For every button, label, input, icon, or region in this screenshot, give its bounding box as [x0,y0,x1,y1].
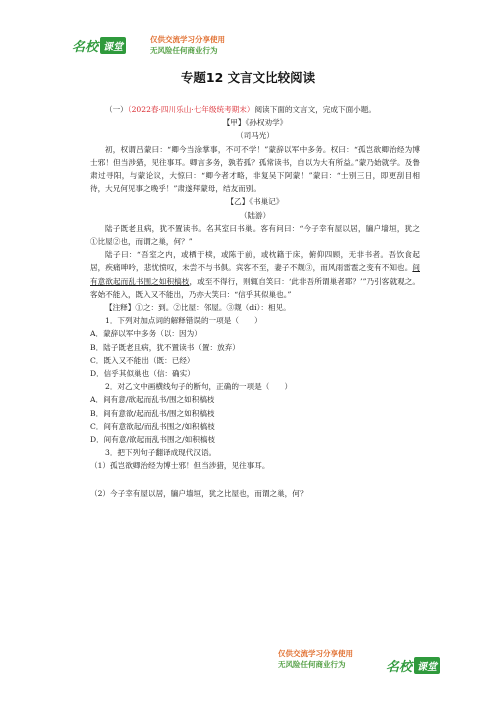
annotation-note: 【注释】①之：到。②比屋：邻屋。③觌（dí）：相见。 [105,303,291,313]
passage-b-para2-before: 陆子曰：“吾室之内，或栖于椟，或陈于前，或枕籍于床，俯仰四顾，无非书者。吾饮食起居，疾痛呻吟，悲忧愤叹，未尝不与书俱。宾客不至，妻子不觌③，而风雨雷雹之变有不知也。 [90,250,420,273]
bottom-watermark [278,648,353,670]
question-2-option-a: A．间有意/欲起而乱书/围之如积槁枝 [90,395,215,405]
question-3-sentence-1: （1）孤岂欲卿治经为博士邪！但当涉猎，见往事耳。 [90,461,270,471]
passage-a-text: 初，权谓吕蒙曰：“卿今当涂掌事，不可不学！”蒙辞以军中多务。权曰：“孤岂欲卿治经为博士邪！但当涉猎，见往事耳。卿言多务，孰若孤？孤常读书，自以为大有所益。”蒙乃始就学。及鲁肃过寻阳，与蒙论议，大惊曰：“卿今者才略，非复吴下阿蒙！”蒙曰：“士别三日，即更刮目相待，大兄何见事之晚乎！”肃遂拜蒙母，结友而别。 [90,144,420,194]
bottom-watermark-line1: 仅供交流学习分享使用 [278,649,353,658]
question-1-option-a: A．蒙辞以军中多务（以：因为） [90,329,202,339]
logo-text: 名校 [72,40,99,55]
question-2-option-b: B．间有意欲/起而乱书/围之如积槁枝 [90,408,215,418]
question-2-stem: 2．对乙文中画横线句子的断句，正确的一项是（ ） [105,382,293,392]
logo-sub: 课堂 [100,37,126,54]
answer-space [90,473,420,487]
question-1-option-d: D．信乎其似巢也（信：确实） [90,369,195,379]
underlined-sentence: 间有意欲起而乱书围之如积槁枝 [90,263,420,286]
passage-b-para2-after: ，或至不得行，则辄自笑曰：‘此非吾所谓巢者耶？’”乃引客就观之。客始不能入，既入又不能出，乃亦大笑曰：“信乎其似巢也。” [90,276,420,299]
question-1-option-c: C．既入又不能出（既：已经） [90,355,195,365]
question-3-sentence-2: （2）今子幸有屋以居，牖户墙垣，犹之比屋也，而谓之巢，何？ [90,488,308,498]
question-2-option-c: C．间有意欲起/而乱书围之/如积槁枝 [90,421,215,431]
section-instruction: 阅读下面的文言文，完成下面小题。 [254,105,376,114]
passage-a-title: 【甲】《孙权劝学》 [222,118,288,128]
top-watermark [150,34,225,56]
bottom-logo [386,656,440,675]
bottom-watermark-line2: 无风险任何商业行为 [278,660,346,669]
passage-b-para2 [90,248,420,301]
watermark-line2: 无风险任何商业行为 [150,46,218,55]
bottom-logo-text: 名校 [386,660,413,675]
document-body [90,103,420,500]
question-1-stem: 1．下列对加点词的解释错误的一项是（ ） [105,316,262,326]
passage-b-para1: 陆子既老且病，犹不置读书。名其室曰书巢。客有问曰：“今子幸有屋以居，牖户墙垣，犹之①比屋②也，而谓之巢，何？” [90,223,420,247]
question-3-stem: 3．把下列句子翻译成现代汉语。 [105,448,217,458]
top-logo [72,36,126,55]
question-2-option-d: D．间有意/欲起而乱书围之/如积槁枝 [90,435,216,445]
passage-b-title: 【乙】《书巢记》 [226,197,284,207]
watermark-line1: 仅供交流学习分享使用 [150,35,225,44]
section-intro [90,103,420,116]
passage-b-author: （陆游） [239,210,271,220]
section-source: （2022春·四川乐山·七年级统考期末） [127,105,255,114]
passage-a-author: （司马光） [236,131,274,141]
section-prefix: （一） [105,105,128,114]
bottom-logo-sub: 课堂 [414,657,440,674]
page-title: 专题12 文言文比较阅读 [180,70,316,85]
question-1-option-b: B．陆子既老且病，犹不置读书（置：放弃） [90,342,240,352]
